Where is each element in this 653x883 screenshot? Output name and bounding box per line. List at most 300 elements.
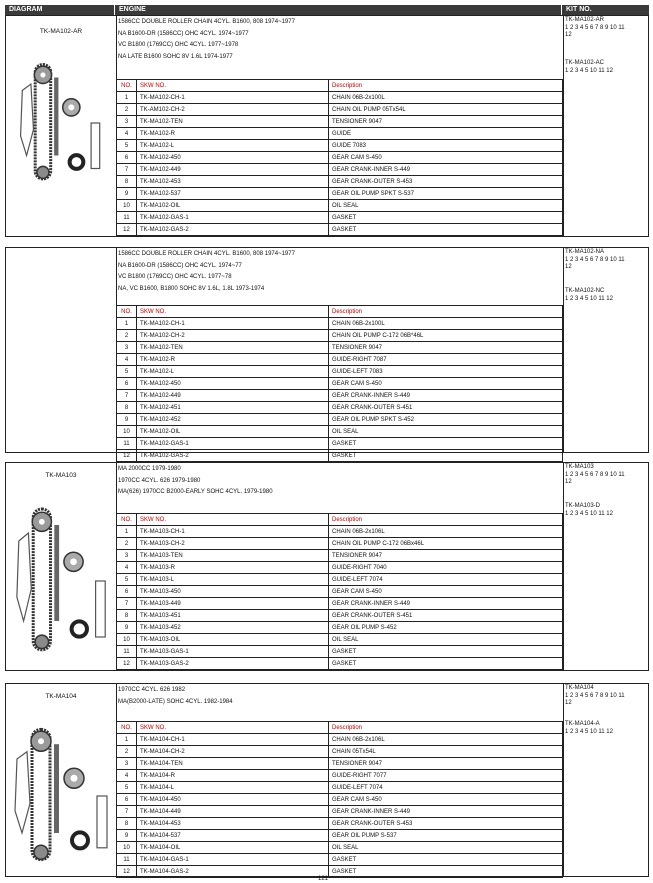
part-number: 12 xyxy=(117,450,137,462)
part-description: GASKET xyxy=(329,450,563,462)
part-number: 6 xyxy=(117,378,137,390)
part-number: 11 xyxy=(117,854,137,866)
engine-line: VC B1800 (1769CC) OHC 4CYL. 1977~1978 xyxy=(118,42,239,48)
part-number: 6 xyxy=(117,586,137,598)
part-number: 10 xyxy=(117,842,137,854)
engine-line: 1970CC 4CYL. 626 1979-1980 xyxy=(118,477,201,484)
diagram-label: TK-MA103 xyxy=(45,472,77,479)
part-number: 2 xyxy=(117,538,137,550)
column-header-no: NO. xyxy=(117,306,137,318)
table-row xyxy=(117,658,563,670)
table-row xyxy=(117,770,563,782)
part-number: 9 xyxy=(117,830,137,842)
table-row xyxy=(117,318,563,330)
part-description: GEAR CRANK-OUTER S-453 xyxy=(329,176,563,188)
gear-hub-shape xyxy=(39,519,45,525)
table-row xyxy=(117,830,563,842)
part-description: GUIDE 7083 xyxy=(329,140,563,152)
skw-number: TK-MA104-450 xyxy=(137,794,329,806)
part-description: GEAR OIL PUMP SPKT S-537 xyxy=(329,188,563,200)
part-number: 10 xyxy=(117,426,137,438)
part-description: CHAIN 06B-2x106L xyxy=(329,734,563,746)
part-description: OIL SEAL xyxy=(329,842,563,854)
oil-seal-shape xyxy=(72,621,87,636)
table-row xyxy=(117,438,563,450)
skw-number: TK-MA103-451 xyxy=(137,610,329,622)
table-row xyxy=(117,116,563,128)
part-number: 10 xyxy=(117,200,137,212)
part-number: 8 xyxy=(117,818,137,830)
part-number: 11 xyxy=(117,438,137,450)
part-description: GEAR CAM S-450 xyxy=(329,586,563,598)
part-description: OIL SEAL xyxy=(329,200,563,212)
kit-cell xyxy=(563,684,648,876)
kit-block xyxy=(5,683,649,877)
kit-cell xyxy=(563,248,648,452)
table-row xyxy=(117,390,563,402)
gear-hub-shape xyxy=(40,72,45,77)
skw-number: TK-MA102-L xyxy=(137,366,329,378)
part-number: 1 xyxy=(117,318,137,330)
kit-number: TK-MA102-AC xyxy=(565,60,605,66)
header-kit-no: KIT NO. xyxy=(562,5,649,15)
part-number: 7 xyxy=(117,806,137,818)
parts-table-header xyxy=(117,722,563,734)
skw-number: TK-MA104-GAS-2 xyxy=(137,866,329,878)
diagram-cell xyxy=(6,16,117,236)
kit-number: TK-MA104 xyxy=(565,685,594,691)
table-row xyxy=(117,200,563,212)
engine-applications xyxy=(118,17,295,63)
crank-gear-shape xyxy=(37,166,49,178)
diagram-cell xyxy=(6,463,117,670)
diagram-label: TK-MA102-AR xyxy=(39,28,83,35)
table-row xyxy=(117,354,563,366)
part-description: OIL SEAL xyxy=(329,634,563,646)
part-description: CHAIN 06B-2x100L xyxy=(329,92,563,104)
parts-table-header xyxy=(117,514,563,526)
parts-table xyxy=(116,79,563,236)
table-row xyxy=(117,104,563,116)
skw-number: TK-MA102-TEN xyxy=(137,116,329,128)
part-description: CHAIN OIL PUMP C-172 06B*46L xyxy=(329,330,563,342)
skw-number: TK-MA102-451 xyxy=(137,402,329,414)
engine-cell xyxy=(116,684,564,876)
table-row xyxy=(117,330,563,342)
guide-shape xyxy=(54,525,59,621)
table-row xyxy=(117,842,563,854)
skw-number: TK-MA103-GAS-1 xyxy=(137,646,329,658)
skw-number: TK-MA102-453 xyxy=(137,176,329,188)
skw-number: TK-MA102-450 xyxy=(137,378,329,390)
table-row xyxy=(117,378,563,390)
kit-contents: 1 2 3 4 5 6 7 8 9 10 11 xyxy=(565,256,625,263)
skw-number: TK-MA102-CH-1 xyxy=(137,92,329,104)
engine-cell xyxy=(116,16,564,236)
skw-number: TK-MA103-CH-2 xyxy=(137,538,329,550)
kit-contents: 12 xyxy=(565,700,572,706)
kit-primary xyxy=(565,17,625,40)
column-header-no: NO. xyxy=(117,514,137,526)
table-row xyxy=(117,854,563,866)
kit-contents: 1 2 3 4 5 10 11 12 xyxy=(565,728,613,735)
kit-secondary xyxy=(565,60,613,75)
part-description: GUIDE-RIGHT 7040 xyxy=(329,562,563,574)
engine-cell xyxy=(116,463,564,670)
part-description: GUIDE-LEFT 7074 xyxy=(329,574,563,586)
part-description: TENSIONER 9047 xyxy=(329,342,563,354)
part-description: GEAR CRANK-INNER S-449 xyxy=(329,390,563,402)
part-number: 7 xyxy=(117,598,137,610)
table-row xyxy=(117,574,563,586)
engine-line: 1970CC 4CYL. 626 1982 xyxy=(118,687,186,693)
guide-shape xyxy=(54,744,59,833)
kit-number: TK-MA103-D xyxy=(565,503,601,509)
engine-line: MA(B2000-LATE) SOHC 4CYL. 1982-1984 xyxy=(118,698,233,705)
part-description: GASKET xyxy=(329,646,563,658)
table-row xyxy=(117,794,563,806)
skw-number: TK-MA102-GAS-1 xyxy=(137,212,329,224)
part-number: 8 xyxy=(117,176,137,188)
part-description: GEAR CRANK-OUTER S-451 xyxy=(329,402,563,414)
gasket-shape xyxy=(21,84,34,156)
part-description: GUIDE xyxy=(329,128,563,140)
table-row xyxy=(117,622,563,634)
skw-number: TK-MA103-R xyxy=(137,562,329,574)
column-header-no: NO. xyxy=(117,80,137,92)
kit-contents: 12 xyxy=(565,479,572,485)
table-row xyxy=(117,550,563,562)
skw-number: TK-MA103-CH-1 xyxy=(137,526,329,538)
column-header-skw: SKW NO. xyxy=(137,80,329,92)
part-number: 9 xyxy=(117,414,137,426)
part-number: 6 xyxy=(117,152,137,164)
part-description: TENSIONER 9047 xyxy=(329,550,563,562)
part-description: GASKET xyxy=(329,854,563,866)
part-number: 2 xyxy=(117,330,137,342)
part-description: CHAIN 06B-2x106L xyxy=(329,526,563,538)
part-number: 3 xyxy=(117,342,137,354)
part-description: GEAR OIL PUMP S-537 xyxy=(329,830,563,842)
part-number: 9 xyxy=(117,622,137,634)
oil-seal-shape xyxy=(72,832,88,848)
skw-number: TK-MA102-452 xyxy=(137,414,329,426)
part-number: 4 xyxy=(117,562,137,574)
part-number: 12 xyxy=(117,224,137,236)
engine-cell xyxy=(116,248,564,459)
engine-line: VC B1800 (1769CC) OHC 4CYL. 1977~78 xyxy=(118,274,232,280)
engine-line: NA, VC B1600, B1800 SOHC 8V 1.6L, 1.8L 1973-1974 xyxy=(118,285,265,292)
gasket-shape xyxy=(15,752,30,833)
table-row xyxy=(117,586,563,598)
table-row xyxy=(117,598,563,610)
parts-table xyxy=(116,513,563,670)
table-row xyxy=(117,866,563,878)
engine-applications xyxy=(118,249,295,295)
part-number: 1 xyxy=(117,734,137,746)
part-number: 5 xyxy=(117,140,137,152)
skw-number: TK-MA102-449 xyxy=(137,390,329,402)
skw-number: TK-MA103-452 xyxy=(137,622,329,634)
part-description: GEAR OIL PUMP S-452 xyxy=(329,622,563,634)
part-number: 11 xyxy=(117,646,137,658)
part-description: CHAIN OIL PUMP C-172 06Bx46L xyxy=(329,538,563,550)
table-header xyxy=(5,5,649,15)
engine-line: NA B1600-DR (1586CC) OHC 4CYL. 1974~77 xyxy=(118,262,242,269)
table-row xyxy=(117,806,563,818)
skw-number: TK-MA102-TEN xyxy=(137,342,329,354)
skw-number: TK-MA103-450 xyxy=(137,586,329,598)
part-description: GASKET xyxy=(329,866,563,878)
header-diagram: DIAGRAM xyxy=(5,5,115,15)
part-description: GEAR CRANK-OUTER S-453 xyxy=(329,818,563,830)
skw-number: TK-MA102-CH-2 xyxy=(137,330,329,342)
kit-block xyxy=(5,462,649,671)
table-row xyxy=(117,426,563,438)
engine-line: MA 2000CC 1979-1980 xyxy=(118,466,181,472)
table-row xyxy=(117,92,563,104)
column-header-no: NO. xyxy=(117,722,137,734)
kit-primary xyxy=(565,464,625,487)
skw-number: TK-MA104-537 xyxy=(137,830,329,842)
part-description: CHAIN OIL PUMP 05Tx54L xyxy=(329,104,563,116)
skw-number: TK-MA104-GAS-1 xyxy=(137,854,329,866)
gear-hub-shape xyxy=(68,104,74,110)
parts-table xyxy=(116,721,563,878)
kit-contents: 1 2 3 4 5 10 11 12 xyxy=(565,510,613,517)
skw-number: TK-MA104-449 xyxy=(137,806,329,818)
part-number: 5 xyxy=(117,782,137,794)
part-description: GEAR CRANK-OUTER S-451 xyxy=(329,610,563,622)
part-description: OIL SEAL xyxy=(329,426,563,438)
table-row xyxy=(117,164,563,176)
kit-primary xyxy=(565,685,625,708)
part-description: CHAIN 06B-2x100L xyxy=(329,318,563,330)
timing-kit-diagram xyxy=(12,722,112,870)
skw-number: TK-MA103-449 xyxy=(137,598,329,610)
table-row xyxy=(117,128,563,140)
skw-number: TK-MA102-L xyxy=(137,140,329,152)
table-row xyxy=(117,450,563,462)
kit-secondary xyxy=(565,288,613,303)
part-description: GEAR CRANK-INNER S-449 xyxy=(329,806,563,818)
column-header-desc: Description xyxy=(329,514,563,526)
page-number: 121 xyxy=(318,876,329,882)
table-row xyxy=(117,634,563,646)
kit-number: TK-MA102-NA xyxy=(565,249,605,255)
part-description: GASKET xyxy=(329,438,563,450)
gasket-small-shape xyxy=(91,123,100,169)
kit-contents: 1 2 3 4 5 6 7 8 9 10 11 xyxy=(565,471,625,478)
gear-hub-shape xyxy=(38,738,44,744)
part-number: 7 xyxy=(117,164,137,176)
timing-kit-diagram xyxy=(14,501,110,661)
kit-number: TK-MA104-A xyxy=(565,721,600,727)
part-description: GEAR CAM S-450 xyxy=(329,152,563,164)
table-row xyxy=(117,526,563,538)
table-row xyxy=(117,414,563,426)
column-header-desc: Description xyxy=(329,80,563,92)
kit-contents: 1 2 3 4 5 6 7 8 9 10 11 xyxy=(565,24,625,31)
gear-hub-shape xyxy=(71,775,78,782)
table-row xyxy=(117,366,563,378)
kit-cell xyxy=(563,16,648,236)
skw-number: TK-MA102-GAS-2 xyxy=(137,224,329,236)
kit-secondary xyxy=(565,503,613,518)
engine-applications xyxy=(118,464,273,499)
part-number: 12 xyxy=(117,658,137,670)
skw-number: TK-MA104-L xyxy=(137,782,329,794)
part-number: 1 xyxy=(117,526,137,538)
part-number: 3 xyxy=(117,116,137,128)
skw-number: TK-MA102-449 xyxy=(137,164,329,176)
engine-line: MA(626) 1970CC B2000-EARLY SOHC 4CYL. 1979-1980 xyxy=(118,489,273,495)
table-row xyxy=(117,758,563,770)
part-number: 3 xyxy=(117,758,137,770)
part-description: GUIDE-LEFT 7083 xyxy=(329,366,563,378)
part-number: 6 xyxy=(117,794,137,806)
skw-number: TK-MA102-OIL xyxy=(137,426,329,438)
part-number: 7 xyxy=(117,390,137,402)
table-row xyxy=(117,188,563,200)
part-number: 1 xyxy=(117,92,137,104)
kit-contents: 12 xyxy=(565,32,572,38)
column-header-desc: Description xyxy=(329,306,563,318)
part-number: 12 xyxy=(117,866,137,878)
skw-number: TK-AM102-CH-2 xyxy=(137,104,329,116)
crank-gear-shape xyxy=(34,845,48,859)
table-row xyxy=(117,734,563,746)
table-row xyxy=(117,224,563,236)
part-description: GUIDE-RIGHT 7077 xyxy=(329,770,563,782)
table-row xyxy=(117,152,563,164)
part-description: CHAIN 05Tx54L xyxy=(329,746,563,758)
kit-contents: 1 2 3 4 5 10 11 12 xyxy=(565,295,613,302)
part-description: GEAR CAM S-450 xyxy=(329,378,563,390)
kit-contents: 1 2 3 4 5 6 7 8 9 10 11 xyxy=(565,692,625,699)
skw-number: TK-MA104-TEN xyxy=(137,758,329,770)
part-description: GASKET xyxy=(329,212,563,224)
part-description: GUIDE-RIGHT 7087 xyxy=(329,354,563,366)
skw-number: TK-MA103-L xyxy=(137,574,329,586)
engine-line: 1586CC DOUBLE ROLLER CHAIN 4CYL. B1600, 808 1974~1977 xyxy=(118,251,295,257)
kit-block xyxy=(5,15,649,237)
part-number: 4 xyxy=(117,770,137,782)
kit-cell xyxy=(563,463,648,670)
skw-number: TK-MA104-453 xyxy=(137,818,329,830)
skw-number: TK-MA104-OIL xyxy=(137,842,329,854)
part-description: GASKET xyxy=(329,224,563,236)
part-description: GUIDE-LEFT 7074 xyxy=(329,782,563,794)
skw-number: TK-MA104-CH-1 xyxy=(137,734,329,746)
diagram-cell xyxy=(6,248,117,452)
column-header-skw: SKW NO. xyxy=(137,514,329,526)
part-number: 8 xyxy=(117,610,137,622)
guide-shape xyxy=(54,78,58,156)
kit-contents: 1 2 3 4 5 10 11 12 xyxy=(565,67,613,74)
part-number: 11 xyxy=(117,212,137,224)
kit-number: TK-MA103 xyxy=(565,464,594,470)
gasket-small-shape xyxy=(97,796,107,848)
part-number: 4 xyxy=(117,128,137,140)
part-description: TENSIONER 9047 xyxy=(329,758,563,770)
skw-number: TK-MA103-TEN xyxy=(137,550,329,562)
kit-number: TK-MA102-NC xyxy=(565,288,605,294)
column-header-skw: SKW NO. xyxy=(137,306,329,318)
part-description: GEAR CAM S-450 xyxy=(329,794,563,806)
engine-applications xyxy=(118,685,233,708)
parts-table-header xyxy=(117,306,563,318)
kit-block xyxy=(5,247,649,459)
part-number: 8 xyxy=(117,402,137,414)
skw-number: TK-MA102-R xyxy=(137,128,329,140)
column-header-skw: SKW NO. xyxy=(137,722,329,734)
gasket-shape xyxy=(17,533,31,621)
skw-number: TK-MA102-R xyxy=(137,354,329,366)
part-description: GEAR CRANK-INNER S-449 xyxy=(329,164,563,176)
part-number: 5 xyxy=(117,574,137,586)
part-description: TENSIONER 9047 xyxy=(329,116,563,128)
gasket-small-shape xyxy=(96,581,106,637)
engine-line: NA B1600-DR (1586CC) OHC 4CYL. 1974~1977 xyxy=(118,30,249,37)
skw-number: TK-MA102-537 xyxy=(137,188,329,200)
skw-number: TK-MA103-OIL xyxy=(137,634,329,646)
table-row xyxy=(117,538,563,550)
skw-number: TK-MA102-GAS-2 xyxy=(137,450,329,462)
gear-hub-shape xyxy=(70,558,77,565)
skw-number: TK-MA102-CH-1 xyxy=(137,318,329,330)
table-row xyxy=(117,782,563,794)
column-header-desc: Description xyxy=(329,722,563,734)
kit-number: TK-MA102-AR xyxy=(565,17,605,23)
kit-primary xyxy=(565,249,625,272)
part-number: 2 xyxy=(117,746,137,758)
table-row xyxy=(117,746,563,758)
table-row xyxy=(117,342,563,354)
part-number: 5 xyxy=(117,366,137,378)
kit-contents: 12 xyxy=(565,264,572,270)
engine-line: NA LATE B1600 SOHC 8V 1.6L 1974-1977 xyxy=(118,53,233,60)
timing-kit-diagram xyxy=(18,58,104,188)
diagram-cell xyxy=(6,684,117,876)
parts-table-header xyxy=(117,80,563,92)
table-row xyxy=(117,646,563,658)
part-description: GEAR OIL PUMP SPKT S-452 xyxy=(329,414,563,426)
table-row xyxy=(117,212,563,224)
table-row xyxy=(117,610,563,622)
part-description: GASKET xyxy=(329,658,563,670)
skw-number: TK-MA102-GAS-1 xyxy=(137,438,329,450)
part-number: 2 xyxy=(117,104,137,116)
skw-number: TK-MA102-OIL xyxy=(137,200,329,212)
part-number: 9 xyxy=(117,188,137,200)
table-row xyxy=(117,562,563,574)
part-number: 4 xyxy=(117,354,137,366)
diagram-label: TK-MA104 xyxy=(45,693,77,700)
table-row xyxy=(117,818,563,830)
skw-number: TK-MA102-450 xyxy=(137,152,329,164)
header-engine: ENGINE xyxy=(115,5,562,15)
kit-secondary xyxy=(565,721,613,736)
table-row xyxy=(117,402,563,414)
table-row xyxy=(117,176,563,188)
part-number: 3 xyxy=(117,550,137,562)
part-number: 10 xyxy=(117,634,137,646)
oil-seal-shape xyxy=(70,155,84,169)
skw-number: TK-MA104-R xyxy=(137,770,329,782)
part-description: GEAR CRANK-INNER S-449 xyxy=(329,598,563,610)
skw-number: TK-MA103-GAS-2 xyxy=(137,658,329,670)
